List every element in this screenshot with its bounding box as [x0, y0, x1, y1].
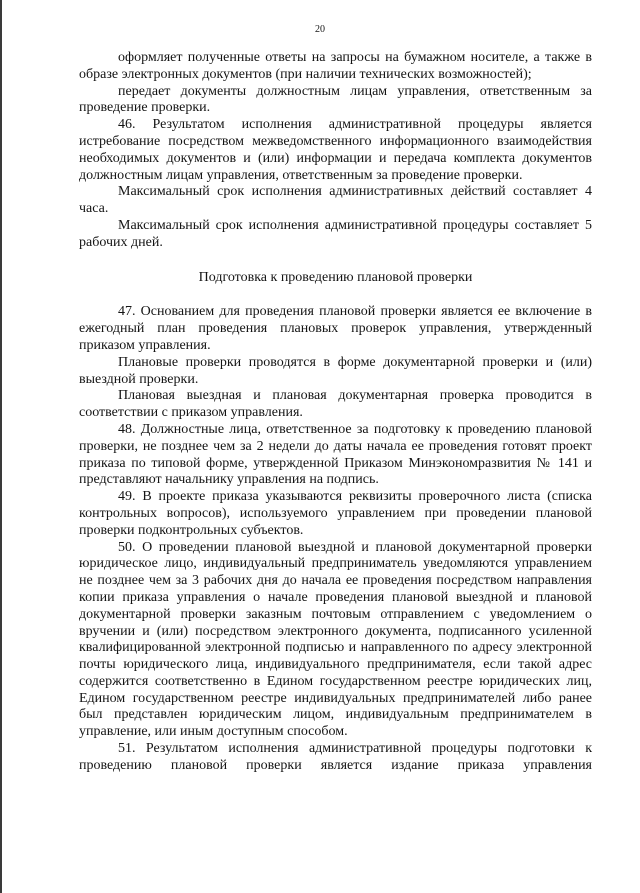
- paragraph: Максимальный срок исполнения административной процедуры составляет 5 рабочих дней.: [79, 217, 592, 250]
- paragraph: оформляет полученные ответы на запросы на бумажном носителе, а также в образе электронных документов (при наличии технических возможностей);: [79, 50, 592, 82]
- page-number: 20: [315, 24, 325, 35]
- paragraph: Плановая выездная и плановая документарная проверка проводится в соответствии с приказом управления.: [79, 388, 592, 421]
- paragraph: 47. Основанием для проведения плановой проверки является ее включение в ежегодный план проведения плановых проверок управления, утвержденный приказом управления.: [79, 304, 592, 353]
- paragraph: 50. О проведении плановой выездной и плановой документарной проверки юридическое лицо, индивидуальный предприниматель уведомляются управлением не позднее чем за 3 рабочих дня до начала ее проведения посредством направления копии приказа управления о начале проведения плановой выездной и плановой документарной проверки заказным почтовым отправлением с уведомлением о вручении и (или) посредством электронного документа, подписанного усиленной квалифицированной электронной подписью и направленного по адресу электронной почты юридического лица, индивидуального предпринимателя, если такой адрес содержится соответственно в Едином государственном реестре юридических лиц, Едином государственном реестре индивидуальных предпринимателей либо ранее был представлен юридическим лицом, индивидуальным предпринимателем в управление, или иным доступным способом.: [79, 539, 592, 740]
- paragraph: 51. Результатом исполнения административной процедуры подготовки к проведению плановой проверки является издание приказа управления: [79, 741, 592, 773]
- paragraph: 46. Результатом исполнения административной процедуры является истребование посредством межведомственного информационного взаимодействия необходимых документов и (или) информации и передача комплекта документов должностным лицам управления, ответственным за проведение проверки.: [79, 117, 592, 183]
- paragraph: 49. В проекте приказа указываются реквизиты проверочного листа (списка контрольных вопросов), используемого управлением при проведении плановой проверки подконтрольных субъектов.: [79, 489, 592, 538]
- paragraph: 48. Должностные лица, ответственное за подготовку к проведению плановой проверки, не позднее чем за 2 недели до даты начала ее проведения готовят проект приказа по типовой форме, утвержденной Приказом Минэкономразвития № 141 и представляют начальнику управления на подпись.: [79, 421, 592, 488]
- paragraph: Плановые проверки проводятся в форме документарной проверки и (или) выездной проверки.: [79, 354, 592, 387]
- scan-edge-line: [0, 0, 2, 893]
- paragraph: Максимальный срок исполнения административных действий составляет 4 часа.: [79, 184, 592, 217]
- section-heading: Подготовка к проведению плановой проверки: [198, 269, 473, 285]
- document-body: [79, 50, 592, 775]
- paragraph: передает документы должностным лицам управления, ответственным за проведение проверки.: [79, 83, 592, 116]
